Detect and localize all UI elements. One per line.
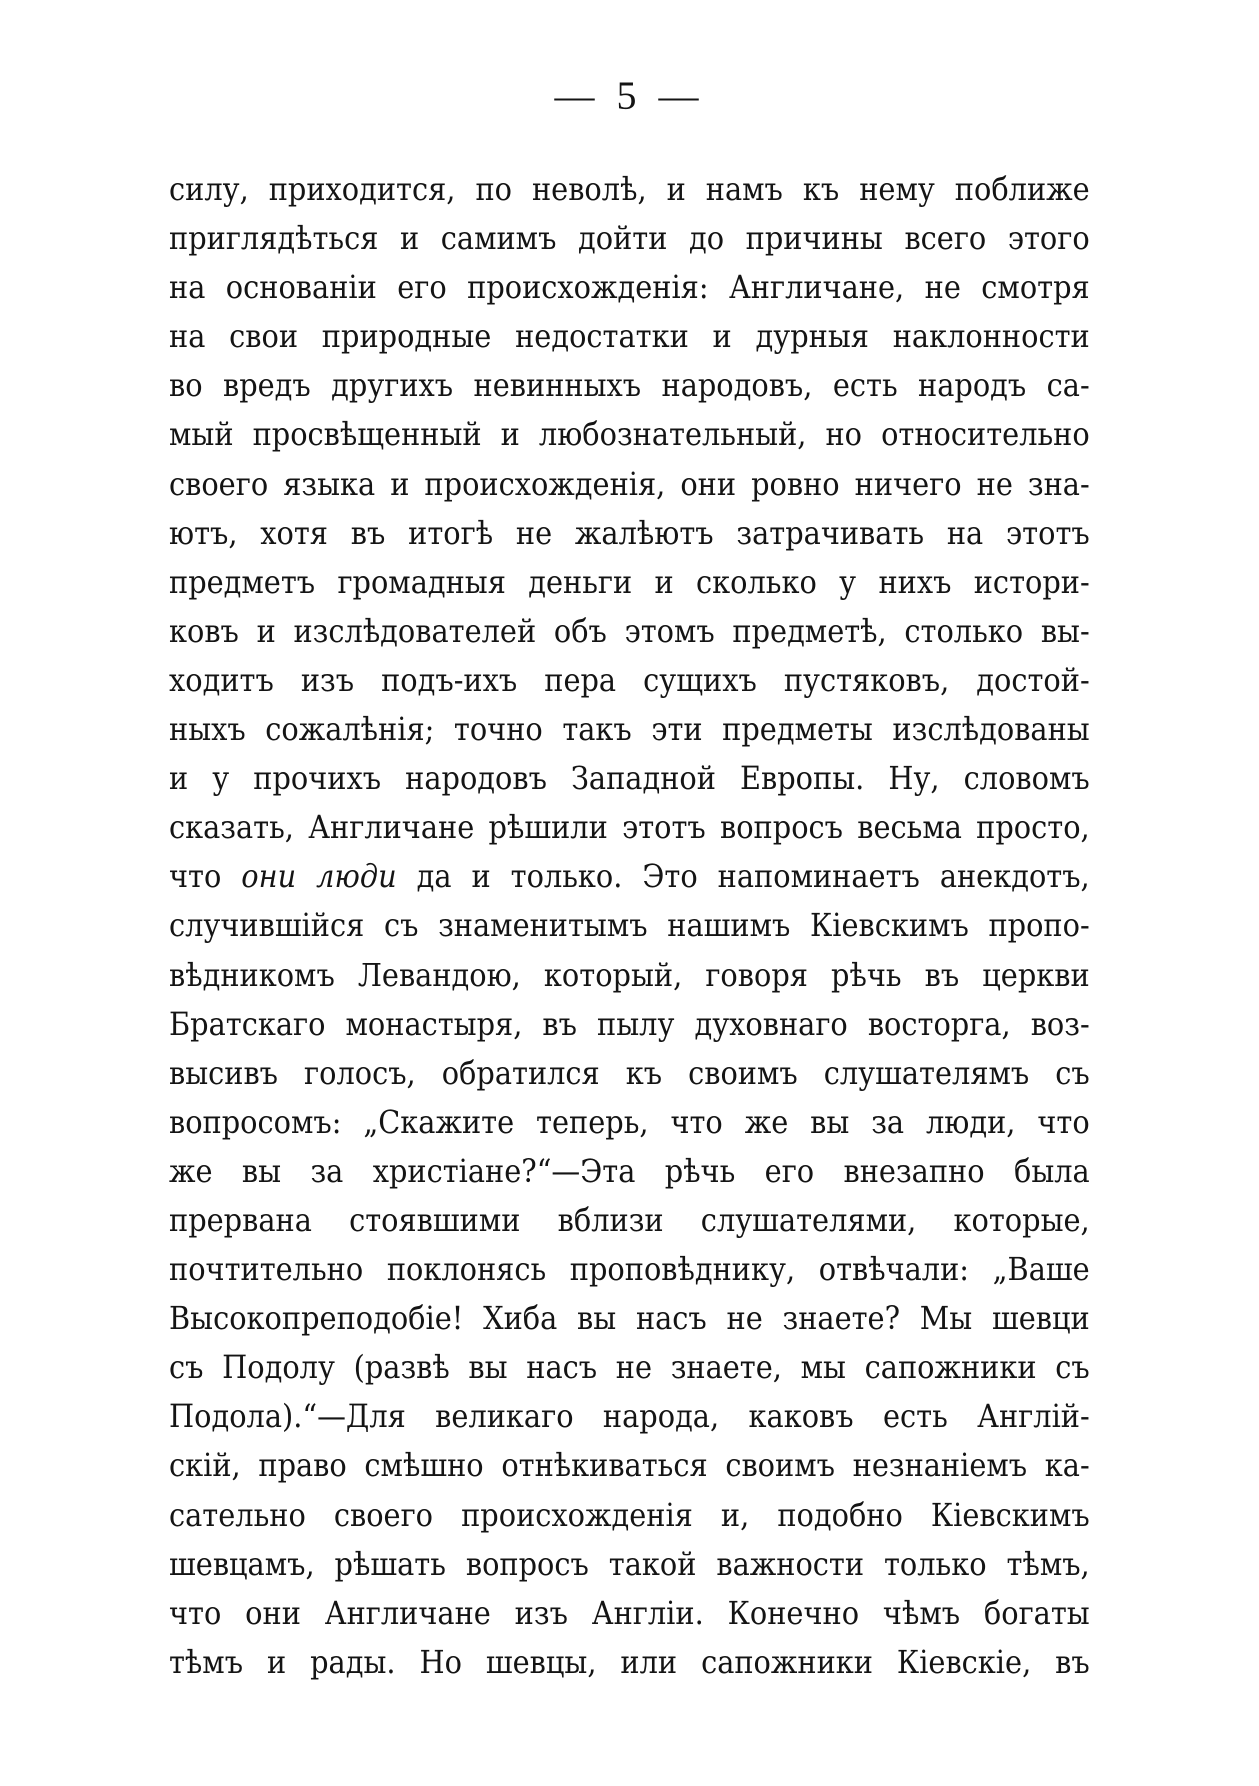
- text-line: почтительно поклонясь проповѣднику, отвѣчали: „Ваше: [169, 1250, 1090, 1289]
- text-line: съ Подолу (развѣ вы насъ не знаете, мы сапожники съ: [169, 1348, 1090, 1387]
- text-line: ходитъ изъ подъ-ихъ пера сущихъ пустяковъ, достой-: [169, 660, 1090, 699]
- page-number: — 5 —: [554, 73, 705, 118]
- text-line: мый просвѣщенный и любознательный, но относительно: [169, 415, 1090, 454]
- text-line: высивъ голосъ, обратился къ своимъ слушателямъ съ: [169, 1053, 1090, 1092]
- text-line: приглядѣться и самимъ дойти до причины всего этого: [169, 219, 1090, 258]
- text-line: сательно своего происхожденія и, подобно Кіевскимъ: [169, 1495, 1090, 1534]
- text-line: сказать, Англичане рѣшили этотъ вопросъ весьма просто,: [169, 808, 1090, 847]
- text-line: скій, право смѣшно отнѣкиваться своимъ незнаніемъ ка-: [169, 1446, 1090, 1485]
- text-line: вѣдникомъ Левандою, который, говоря рѣчь въ церкви: [169, 955, 1090, 994]
- text-line: шевцамъ, рѣшать вопросъ такой важности только тѣмъ,: [169, 1544, 1090, 1583]
- text-line: ковъ и изслѣдователей объ этомъ предметѣ, столько вы-: [169, 611, 1090, 650]
- text-line: Высокопреподобіе! Хиба вы насъ не знаете? Мы шевци: [169, 1299, 1090, 1338]
- text-line: на основаніи его происхожденія: Англичане, не смотря: [169, 268, 1090, 307]
- text-line: что они Англичане изъ Англіи. Конечно чѣмъ богаты: [169, 1593, 1090, 1632]
- text-line: ныхъ сожалѣнія; точно такъ эти предметы изслѣдованы: [169, 710, 1090, 749]
- text-line: же вы за христіане?“—Эта рѣчь его внезапно была: [169, 1151, 1090, 1190]
- text-line: Подола).“—Для великаго народа, каковъ есть Англій-: [169, 1397, 1090, 1436]
- text-line: на свои природные недостатки и дурныя наклонности: [169, 317, 1090, 356]
- text-line: вопросомъ: „Скажите теперь, что же вы за люди, что: [169, 1102, 1090, 1141]
- text-line: своего языка и происхожденія, они ровно ничего не зна-: [169, 464, 1090, 503]
- text-segment: да и только. Это напоминаетъ анекдотъ,: [396, 857, 1090, 896]
- text-line: во вредъ другихъ невинныхъ народовъ, есть народъ са-: [169, 366, 1090, 405]
- text-line-with-italic: [169, 852, 1090, 901]
- text-line: силу, приходится, по неволѣ, и намъ къ нему поближе: [169, 170, 1090, 208]
- text-line: предметъ громадныя деньги и сколько у нихъ истори-: [169, 562, 1090, 601]
- text-line: тѣмъ и рады. Но шевцы, или сапожники Кіевскіе, въ: [169, 1642, 1090, 1681]
- text-line: случившійся съ знаменитымъ нашимъ Кіевскимъ пропо-: [169, 906, 1090, 945]
- text-segment: что: [169, 857, 242, 896]
- text-line: прервана стоявшими вблизи слушателями, которые,: [169, 1200, 1090, 1239]
- body-text: [169, 165, 1090, 1687]
- italic-phrase: они люди: [241, 857, 397, 896]
- text-line: и у прочихъ народовъ Западной Европы. Ну, словомъ: [169, 759, 1090, 798]
- text-line: ютъ, хотя въ итогѣ не жалѣютъ затрачивать на этотъ: [169, 513, 1090, 552]
- text-line: Братскаго монастыря, въ пылу духовнаго восторга, воз-: [169, 1004, 1090, 1043]
